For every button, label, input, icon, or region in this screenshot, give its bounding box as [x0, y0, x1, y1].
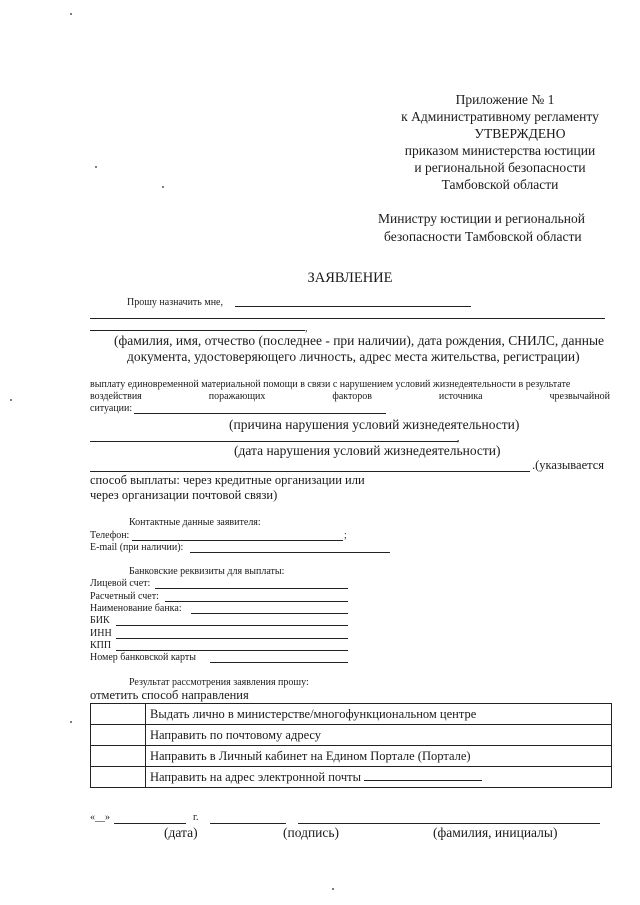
bank-account-field[interactable] — [155, 588, 348, 589]
bik-field[interactable] — [116, 625, 348, 626]
bank-name-label: Наименование банка: — [90, 603, 182, 614]
date-comma: , — [457, 433, 460, 444]
date-caption: (дата нарушения условий жизнедеятельности) — [234, 443, 501, 458]
table-row — [91, 746, 612, 767]
table-row — [91, 704, 612, 725]
bik-label: БИК — [90, 615, 110, 626]
payment-word: поражающих — [208, 391, 266, 402]
payment-word: факторов — [332, 391, 372, 402]
phone-end: ; — [344, 530, 347, 541]
date-day: «__» — [90, 812, 110, 823]
option-label: Направить в Личный кабинет на Едином Портале (Портале) — [146, 746, 612, 767]
sign-caption: (подпись) — [283, 825, 340, 840]
phone-label: Телефон: — [90, 530, 130, 541]
bank-heading: Банковские реквизиты для выплаты: — [129, 566, 285, 577]
applicant-details-field-2[interactable] — [90, 330, 305, 331]
applicant-details-field[interactable] — [90, 318, 605, 319]
method-suffix: .(указывается — [532, 458, 605, 472]
phone-field[interactable] — [132, 540, 343, 541]
payment-line-1: выплату единовременной материальной помощи в связи с нарушением условий жизнедеятельности в результате — [90, 379, 571, 390]
request-comma: , — [305, 323, 308, 334]
delivery-options-table — [90, 703, 612, 788]
payment-method-field[interactable] — [90, 471, 530, 472]
signature-field[interactable] — [210, 823, 286, 824]
request-prefix: Прошу назначить мне, — [127, 297, 223, 308]
method-line-3: через организации почтовой связи) — [90, 488, 278, 502]
option-checkbox-post[interactable] — [91, 725, 146, 746]
scan-speck — [10, 399, 12, 401]
date-month-field[interactable] — [114, 823, 186, 824]
table-row — [91, 725, 612, 746]
addressee-line-2: безопасности Тамбовской области — [384, 229, 582, 244]
result-instruction: отметить способ направления — [90, 688, 249, 702]
addressee-line-1: Министру юстиции и региональной — [378, 211, 585, 226]
bank-name-field[interactable] — [191, 613, 348, 614]
kpp-label: КПП — [90, 640, 112, 651]
bank-account-label: Лицевой счет: — [90, 578, 151, 589]
payment-word: воздействия — [90, 391, 142, 402]
option-label-email — [146, 767, 612, 788]
table-row — [91, 767, 612, 788]
option-label: Выдать лично в министерстве/многофункциональном центре — [146, 704, 612, 725]
email-label: E-mail (при наличии): — [90, 542, 184, 553]
option-checkbox-email[interactable] — [91, 767, 146, 788]
applicant-caption-1: (фамилия, имя, отчество (последнее - при наличии), дата рождения, СНИЛС, данные — [114, 333, 605, 348]
date-caption-sig: (дата) — [164, 825, 198, 840]
inn-label: ИНН — [90, 628, 112, 639]
payment-line-2 — [90, 391, 610, 402]
name-caption: (фамилия, инициалы) — [433, 825, 558, 840]
scan-speck — [70, 721, 72, 723]
email-address-field[interactable] — [364, 769, 482, 781]
option-checkbox-portal[interactable] — [91, 746, 146, 767]
payment-line-3: ситуации: — [90, 403, 133, 414]
payment-word: источника — [438, 391, 483, 402]
payment-word: чрезвычайной — [549, 391, 610, 402]
appendix-region: Тамбовской области — [441, 177, 559, 192]
violation-date-field[interactable] — [90, 441, 458, 442]
scan-speck — [70, 13, 72, 15]
appendix-order: приказом министерства юстиции — [404, 143, 596, 158]
email-field[interactable] — [190, 552, 390, 553]
method-line-2: способ выплаты: через кредитные организации или — [90, 473, 365, 487]
applicant-caption-2: документа, удостоверяющего личность, адрес места жительства, регистрации) — [127, 349, 580, 364]
reason-caption: (причина нарушения условий жизнедеятельности) — [229, 417, 520, 432]
scan-speck — [95, 166, 97, 168]
settlement-account-label: Расчетный счет: — [90, 591, 159, 602]
name-initials-field[interactable] — [298, 823, 600, 824]
appendix-ministry: и региональной безопасности — [414, 160, 586, 175]
document-title: ЗАЯВЛЕНИЕ — [307, 270, 393, 286]
appendix-number: Приложение № 1 — [455, 92, 555, 107]
result-heading: Результат рассмотрения заявления прошу: — [129, 677, 309, 688]
scan-speck — [332, 888, 334, 890]
option-checkbox-in-person[interactable] — [91, 704, 146, 725]
card-number-field[interactable] — [210, 662, 348, 663]
reason-field[interactable] — [134, 413, 386, 414]
year-suffix: г. — [193, 812, 199, 823]
settlement-account-field[interactable] — [165, 601, 348, 602]
option-label: Направить на адрес электронной почты — [150, 770, 361, 784]
appendix-regulation: к Административному регламенту — [401, 109, 599, 124]
contacts-heading: Контактные данные заявителя: — [129, 517, 261, 528]
scan-speck — [162, 186, 164, 188]
kpp-field[interactable] — [116, 650, 348, 651]
card-number-label: Номер банковской карты — [90, 652, 196, 663]
applicant-name-field[interactable] — [235, 306, 471, 307]
option-label: Направить по почтовому адресу — [146, 725, 612, 746]
inn-field[interactable] — [116, 638, 348, 639]
approved-label: УТВЕРЖДЕНО — [474, 126, 566, 141]
